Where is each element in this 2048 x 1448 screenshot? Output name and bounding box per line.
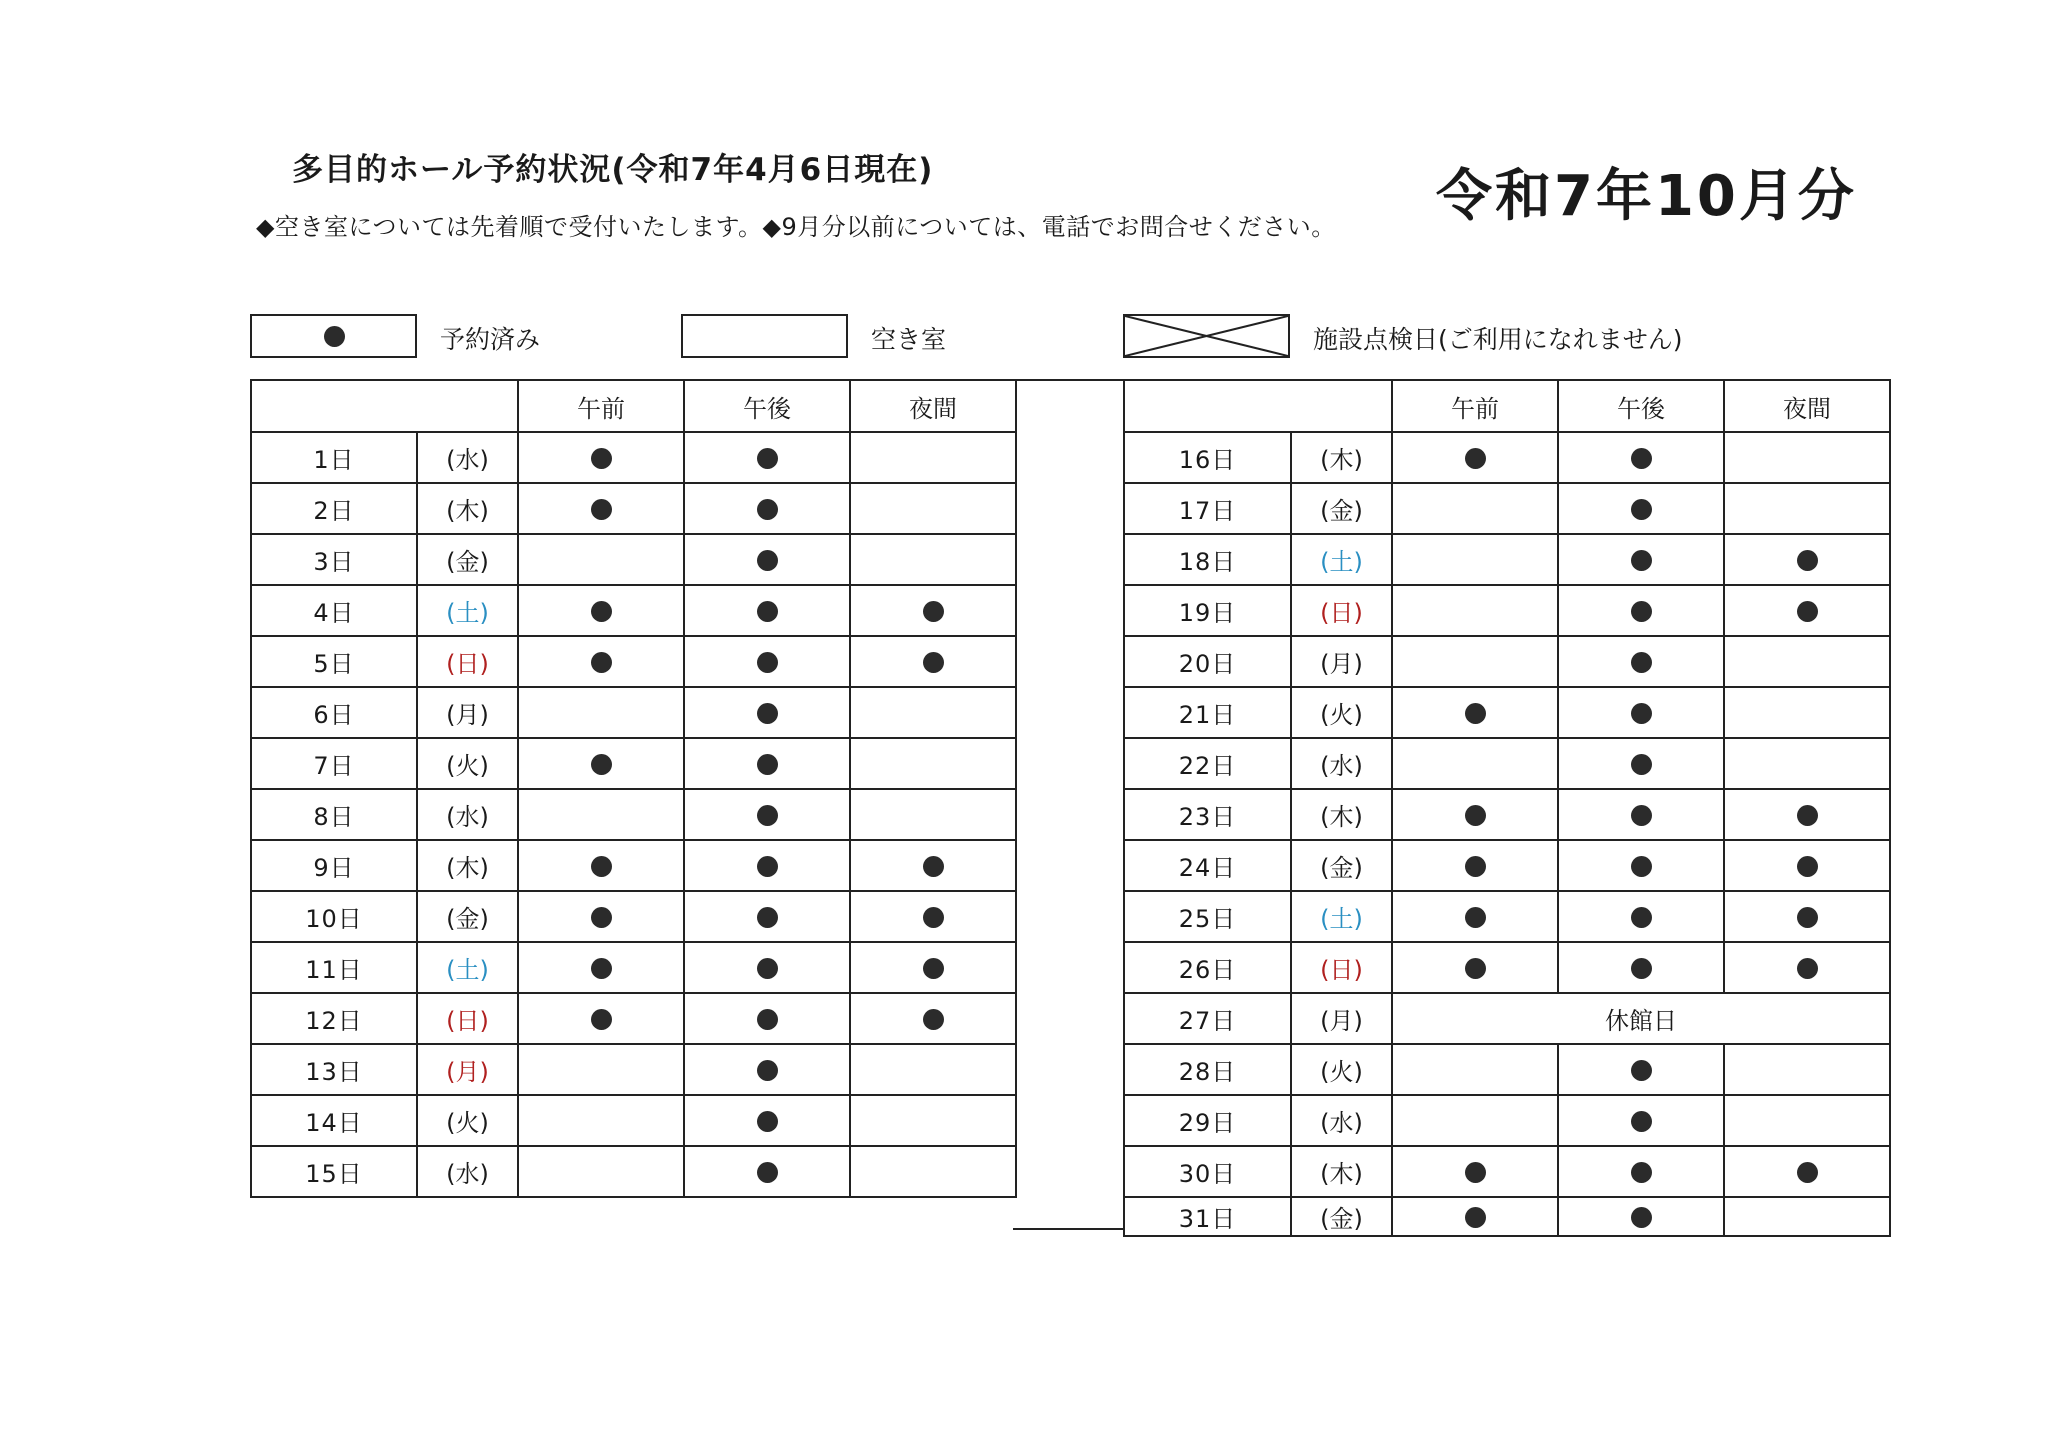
table-row bbox=[251, 1146, 1016, 1197]
weekday-cell: (火) bbox=[1291, 1044, 1392, 1095]
table-row bbox=[1124, 1095, 1890, 1146]
slot-cell-am bbox=[1392, 432, 1558, 483]
day-cell: 13日 bbox=[251, 1044, 417, 1095]
slot-cell-night bbox=[850, 891, 1016, 942]
booked-dot-icon bbox=[923, 601, 944, 622]
slot-cell-am bbox=[518, 891, 684, 942]
booked-dot-icon bbox=[1797, 907, 1818, 928]
slot-cell-am bbox=[518, 585, 684, 636]
slot-cell-night bbox=[850, 483, 1016, 534]
slot-cell-pm bbox=[1558, 687, 1724, 738]
header-night: 夜間 bbox=[850, 380, 1016, 432]
booked-dot-icon bbox=[1465, 448, 1486, 469]
weekday-cell: (木) bbox=[1291, 1146, 1392, 1197]
booked-dot-icon bbox=[757, 1111, 778, 1132]
table-row bbox=[1124, 738, 1890, 789]
table-row bbox=[1124, 1044, 1890, 1095]
booked-dot-icon bbox=[1465, 1207, 1486, 1228]
day-cell: 27日 bbox=[1124, 993, 1291, 1044]
booked-dot-icon bbox=[1797, 601, 1818, 622]
slot-cell-night bbox=[850, 687, 1016, 738]
booked-dot-icon bbox=[1631, 703, 1652, 724]
header-night: 夜間 bbox=[1724, 380, 1890, 432]
booked-dot-icon bbox=[757, 1060, 778, 1081]
slot-cell-pm bbox=[1558, 432, 1724, 483]
day-cell: 2日 bbox=[251, 483, 417, 534]
slot-cell-pm bbox=[1558, 1044, 1724, 1095]
table-row bbox=[1124, 687, 1890, 738]
table-row bbox=[251, 585, 1016, 636]
slot-cell-pm bbox=[1558, 483, 1724, 534]
table-row bbox=[251, 1095, 1016, 1146]
day-cell: 1日 bbox=[251, 432, 417, 483]
weekday-cell: (水) bbox=[417, 432, 518, 483]
booked-dot-icon bbox=[591, 448, 612, 469]
slot-cell-pm bbox=[1558, 585, 1724, 636]
slot-cell-pm bbox=[684, 483, 850, 534]
slot-cell-night bbox=[850, 942, 1016, 993]
day-cell: 29日 bbox=[1124, 1095, 1291, 1146]
weekday-cell: (金) bbox=[1291, 1197, 1392, 1236]
slot-cell-am bbox=[1392, 1197, 1558, 1236]
booked-dot-icon bbox=[757, 856, 778, 877]
weekday-cell: (日) bbox=[1291, 942, 1392, 993]
booked-dot-icon bbox=[1465, 703, 1486, 724]
slot-cell-night bbox=[1724, 636, 1890, 687]
slot-cell-night bbox=[1724, 1146, 1890, 1197]
slot-cell-night bbox=[1724, 891, 1890, 942]
day-cell: 19日 bbox=[1124, 585, 1291, 636]
day-cell: 5日 bbox=[251, 636, 417, 687]
slot-cell-night bbox=[850, 585, 1016, 636]
slot-cell-am bbox=[1392, 1146, 1558, 1197]
table-row bbox=[1124, 1197, 1890, 1236]
day-cell: 16日 bbox=[1124, 432, 1291, 483]
booked-dot-icon bbox=[757, 1162, 778, 1183]
table-body-right bbox=[1124, 432, 1890, 1236]
slot-cell-night bbox=[1724, 789, 1890, 840]
slot-cell-night bbox=[850, 636, 1016, 687]
booked-dot-icon bbox=[757, 805, 778, 826]
weekday-cell: (火) bbox=[417, 1095, 518, 1146]
notice-text: ◆空き室については先着順で受付いたします。◆9月分以前については、電話でお問合せください。 bbox=[256, 213, 1336, 241]
weekday-cell: (土) bbox=[417, 585, 518, 636]
day-cell: 22日 bbox=[1124, 738, 1291, 789]
table-row bbox=[251, 687, 1016, 738]
slot-cell-night bbox=[1724, 585, 1890, 636]
booked-dot-icon bbox=[591, 958, 612, 979]
booked-dot-icon bbox=[923, 907, 944, 928]
booked-dot-icon bbox=[1631, 754, 1652, 775]
slot-cell-night bbox=[850, 993, 1016, 1044]
table-row bbox=[251, 891, 1016, 942]
booked-dot-icon bbox=[1631, 601, 1652, 622]
day-cell: 14日 bbox=[251, 1095, 417, 1146]
booked-dot-icon bbox=[1465, 805, 1486, 826]
day-cell: 15日 bbox=[251, 1146, 417, 1197]
booked-dot-icon bbox=[591, 601, 612, 622]
booked-dot-icon bbox=[591, 1009, 612, 1030]
slot-cell-am bbox=[518, 942, 684, 993]
table-row bbox=[1124, 585, 1890, 636]
booked-dot-icon bbox=[1797, 550, 1818, 571]
booked-dot-icon bbox=[1631, 856, 1652, 877]
slot-cell-night bbox=[850, 789, 1016, 840]
day-cell: 26日 bbox=[1124, 942, 1291, 993]
booked-dot-icon bbox=[1631, 499, 1652, 520]
legend-booked-swatch bbox=[250, 314, 417, 358]
slot-cell-am bbox=[1392, 738, 1558, 789]
slot-cell-pm bbox=[1558, 534, 1724, 585]
slot-cell-pm bbox=[1558, 1146, 1724, 1197]
booked-dot-icon bbox=[757, 499, 778, 520]
table-row bbox=[251, 534, 1016, 585]
weekday-cell: (日) bbox=[417, 993, 518, 1044]
day-cell: 23日 bbox=[1124, 789, 1291, 840]
booked-dot-icon bbox=[1631, 958, 1652, 979]
header-pm: 午後 bbox=[1558, 380, 1724, 432]
booked-dot-icon bbox=[757, 907, 778, 928]
day-cell: 7日 bbox=[251, 738, 417, 789]
slot-cell-pm bbox=[684, 1095, 850, 1146]
weekday-cell: (月) bbox=[417, 1044, 518, 1095]
slot-cell-pm bbox=[1558, 1197, 1724, 1236]
slot-cell-pm bbox=[1558, 840, 1724, 891]
slot-cell-night bbox=[1724, 483, 1890, 534]
booked-dot-icon bbox=[757, 601, 778, 622]
booked-dot-icon bbox=[923, 856, 944, 877]
slot-cell-night bbox=[850, 1095, 1016, 1146]
booked-dot-icon bbox=[1465, 958, 1486, 979]
table-row bbox=[251, 738, 1016, 789]
slot-cell-pm bbox=[684, 1044, 850, 1095]
day-cell: 17日 bbox=[1124, 483, 1291, 534]
month-heading: 令和7年10月分 bbox=[1436, 164, 1857, 229]
weekday-cell: (木) bbox=[417, 483, 518, 534]
weekday-cell: (水) bbox=[417, 789, 518, 840]
slot-cell-am bbox=[518, 840, 684, 891]
day-cell: 31日 bbox=[1124, 1197, 1291, 1236]
weekday-cell: (金) bbox=[1291, 840, 1392, 891]
slot-cell-am bbox=[518, 483, 684, 534]
slot-cell-night bbox=[850, 840, 1016, 891]
table-row bbox=[1124, 993, 1890, 1044]
table-row bbox=[1124, 534, 1890, 585]
slot-cell-am bbox=[1392, 687, 1558, 738]
booked-dot-icon bbox=[591, 754, 612, 775]
slot-cell-night bbox=[850, 738, 1016, 789]
slot-cell-pm bbox=[684, 585, 850, 636]
booked-dot-icon bbox=[1465, 907, 1486, 928]
slot-cell-am bbox=[1392, 585, 1558, 636]
table-row bbox=[251, 942, 1016, 993]
cross-icon bbox=[1125, 316, 1288, 356]
slot-cell-am bbox=[518, 432, 684, 483]
schedule-table-left bbox=[250, 379, 1017, 1198]
slot-cell-pm bbox=[1558, 636, 1724, 687]
table-row bbox=[1124, 789, 1890, 840]
day-cell: 6日 bbox=[251, 687, 417, 738]
booked-dot-icon bbox=[591, 856, 612, 877]
slot-cell-pm bbox=[1558, 891, 1724, 942]
slot-cell-night bbox=[1724, 534, 1890, 585]
slot-cell-night bbox=[850, 1146, 1016, 1197]
weekday-cell: (月) bbox=[1291, 993, 1392, 1044]
booked-dot-icon bbox=[1631, 907, 1652, 928]
table-row bbox=[1124, 1146, 1890, 1197]
legend-vacant-label: 空き室 bbox=[871, 325, 947, 354]
slot-cell-am bbox=[518, 534, 684, 585]
table-row bbox=[251, 789, 1016, 840]
booked-dot-icon bbox=[1465, 856, 1486, 877]
table-row bbox=[251, 636, 1016, 687]
booked-dot-icon bbox=[923, 652, 944, 673]
day-cell: 25日 bbox=[1124, 891, 1291, 942]
booked-dot-icon bbox=[1631, 1111, 1652, 1132]
slot-cell-night bbox=[1724, 942, 1890, 993]
weekday-cell: (木) bbox=[1291, 432, 1392, 483]
schedule-table-right bbox=[1123, 379, 1891, 1237]
booked-dot-icon bbox=[591, 652, 612, 673]
slot-cell-night bbox=[850, 432, 1016, 483]
header-am: 午前 bbox=[1392, 380, 1558, 432]
slot-cell-night bbox=[1724, 738, 1890, 789]
booked-dot-icon bbox=[1631, 550, 1652, 571]
header-am: 午前 bbox=[518, 380, 684, 432]
table-row bbox=[1124, 891, 1890, 942]
day-cell: 18日 bbox=[1124, 534, 1291, 585]
weekday-cell: (木) bbox=[417, 840, 518, 891]
slot-cell-am bbox=[1392, 789, 1558, 840]
booked-dot-icon bbox=[923, 958, 944, 979]
slot-cell-pm bbox=[684, 942, 850, 993]
legend-booked-label: 予約済み bbox=[440, 325, 541, 354]
weekday-cell: (火) bbox=[417, 738, 518, 789]
slot-cell-am bbox=[1392, 1044, 1558, 1095]
booked-dot-icon bbox=[1631, 1207, 1652, 1228]
slot-cell-am bbox=[1392, 636, 1558, 687]
slot-cell-pm bbox=[684, 432, 850, 483]
slot-cell-night bbox=[1724, 432, 1890, 483]
slot-cell-pm bbox=[684, 636, 850, 687]
booked-dot-icon bbox=[1631, 805, 1652, 826]
booked-dot-icon bbox=[1631, 1060, 1652, 1081]
booked-dot-icon bbox=[1797, 805, 1818, 826]
slot-cell-am bbox=[1392, 840, 1558, 891]
header-blank bbox=[1124, 380, 1392, 432]
table-row bbox=[1124, 840, 1890, 891]
day-cell: 8日 bbox=[251, 789, 417, 840]
slot-cell-am bbox=[1392, 1095, 1558, 1146]
slot-cell-am bbox=[1392, 891, 1558, 942]
slot-cell-night bbox=[850, 1044, 1016, 1095]
booked-dot-icon bbox=[757, 550, 778, 571]
slot-cell-am bbox=[518, 687, 684, 738]
day-cell: 4日 bbox=[251, 585, 417, 636]
booked-dot-icon bbox=[591, 907, 612, 928]
weekday-cell: (土) bbox=[1291, 534, 1392, 585]
booked-dot-icon bbox=[1797, 958, 1818, 979]
weekday-cell: (日) bbox=[1291, 585, 1392, 636]
day-cell: 12日 bbox=[251, 993, 417, 1044]
table-row bbox=[251, 840, 1016, 891]
slot-cell-am bbox=[1392, 942, 1558, 993]
slot-cell-am bbox=[518, 738, 684, 789]
slot-cell-am bbox=[518, 789, 684, 840]
legend-inspection-label: 施設点検日(ご利用になれません) bbox=[1313, 325, 1683, 354]
slot-cell-am bbox=[518, 993, 684, 1044]
day-cell: 10日 bbox=[251, 891, 417, 942]
weekday-cell: (金) bbox=[1291, 483, 1392, 534]
table-row bbox=[1124, 483, 1890, 534]
weekday-cell: (金) bbox=[417, 534, 518, 585]
slot-cell-pm bbox=[684, 1146, 850, 1197]
page-title: 多目的ホール予約状況(令和7年4月6日現在) bbox=[292, 152, 934, 188]
weekday-cell: (木) bbox=[1291, 789, 1392, 840]
slot-cell-pm bbox=[684, 738, 850, 789]
weekday-cell: (水) bbox=[1291, 1095, 1392, 1146]
booked-dot-icon bbox=[757, 652, 778, 673]
table-row bbox=[1124, 432, 1890, 483]
table-row bbox=[1124, 636, 1890, 687]
slot-cell-pm bbox=[684, 840, 850, 891]
weekday-cell: (金) bbox=[417, 891, 518, 942]
day-cell: 9日 bbox=[251, 840, 417, 891]
weekday-cell: (土) bbox=[1291, 891, 1392, 942]
table-row bbox=[1124, 942, 1890, 993]
table-row bbox=[251, 483, 1016, 534]
slot-cell-am bbox=[518, 1044, 684, 1095]
slot-cell-pm bbox=[684, 534, 850, 585]
slot-cell-night bbox=[1724, 1095, 1890, 1146]
booked-dot-icon bbox=[1465, 1162, 1486, 1183]
booked-dot-icon bbox=[1797, 1162, 1818, 1183]
table-row bbox=[251, 432, 1016, 483]
booked-dot-icon bbox=[1797, 856, 1818, 877]
slot-cell-pm bbox=[1558, 789, 1724, 840]
slot-cell-night bbox=[850, 534, 1016, 585]
table-row bbox=[251, 993, 1016, 1044]
slot-cell-am bbox=[518, 1095, 684, 1146]
slot-cell-pm bbox=[1558, 738, 1724, 789]
table-header-row bbox=[1124, 380, 1890, 432]
booked-dot-icon bbox=[591, 499, 612, 520]
slot-cell-am bbox=[1392, 534, 1558, 585]
slot-cell-night bbox=[1724, 840, 1890, 891]
slot-cell-am bbox=[1392, 483, 1558, 534]
weekday-cell: (月) bbox=[1291, 636, 1392, 687]
weekday-cell: (土) bbox=[417, 942, 518, 993]
booked-dot-icon bbox=[1631, 1162, 1652, 1183]
weekday-cell: (火) bbox=[1291, 687, 1392, 738]
slot-cell-pm bbox=[684, 789, 850, 840]
slot-cell-pm bbox=[1558, 1095, 1724, 1146]
booked-dot-icon bbox=[923, 1009, 944, 1030]
day-cell: 30日 bbox=[1124, 1146, 1291, 1197]
table-header-row bbox=[251, 380, 1016, 432]
weekday-cell: (日) bbox=[417, 636, 518, 687]
header-pm: 午後 bbox=[684, 380, 850, 432]
slot-cell-pm bbox=[684, 993, 850, 1044]
booked-dot-icon bbox=[757, 754, 778, 775]
booked-dot-icon bbox=[324, 326, 345, 347]
day-cell: 21日 bbox=[1124, 687, 1291, 738]
legend-inspection-swatch bbox=[1123, 314, 1290, 358]
booked-dot-icon bbox=[1631, 652, 1652, 673]
booked-dot-icon bbox=[757, 448, 778, 469]
day-cell: 3日 bbox=[251, 534, 417, 585]
closed-cell: 休館日 bbox=[1392, 993, 1890, 1044]
booked-dot-icon bbox=[757, 958, 778, 979]
divider-line-top bbox=[1013, 379, 1125, 381]
slot-cell-pm bbox=[684, 687, 850, 738]
table-body-left bbox=[251, 432, 1016, 1197]
slot-cell-night bbox=[1724, 687, 1890, 738]
day-cell: 28日 bbox=[1124, 1044, 1291, 1095]
divider-line-bottom bbox=[1013, 1228, 1125, 1230]
slot-cell-night bbox=[1724, 1197, 1890, 1236]
weekday-cell: (水) bbox=[1291, 738, 1392, 789]
day-cell: 20日 bbox=[1124, 636, 1291, 687]
slot-cell-night bbox=[1724, 1044, 1890, 1095]
weekday-cell: (月) bbox=[417, 687, 518, 738]
day-cell: 24日 bbox=[1124, 840, 1291, 891]
slot-cell-pm bbox=[1558, 942, 1724, 993]
booked-dot-icon bbox=[1631, 448, 1652, 469]
slot-cell-am bbox=[518, 1146, 684, 1197]
table-row bbox=[251, 1044, 1016, 1095]
day-cell: 11日 bbox=[251, 942, 417, 993]
booked-dot-icon bbox=[757, 703, 778, 724]
slot-cell-am bbox=[518, 636, 684, 687]
header-blank bbox=[251, 380, 518, 432]
legend-vacant-swatch bbox=[681, 314, 848, 358]
slot-cell-pm bbox=[684, 891, 850, 942]
weekday-cell: (水) bbox=[417, 1146, 518, 1197]
booked-dot-icon bbox=[757, 1009, 778, 1030]
